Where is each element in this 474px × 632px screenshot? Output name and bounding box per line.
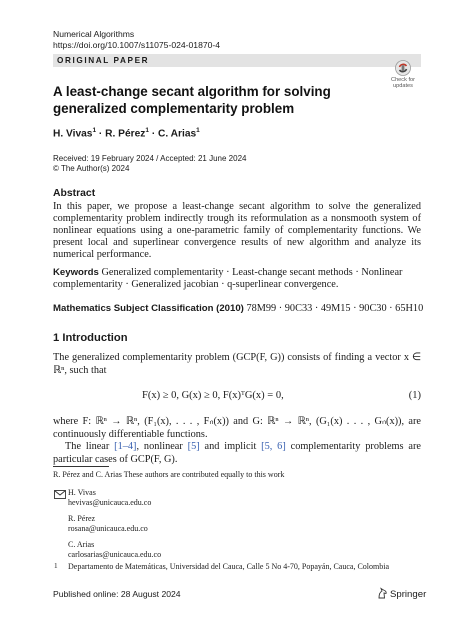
contribution-footnote: R. Pérez and C. Arias These authors are contributed equally to this work: [53, 470, 285, 479]
contact-email[interactable]: rosana@unicauca.edu.co: [68, 524, 148, 533]
contact-list: [68, 488, 161, 560]
keywords-label: Keywords: [53, 267, 99, 278]
check-updates-icon: [395, 60, 411, 76]
p3-text-c: and implicit: [199, 441, 262, 452]
contact-entry: [68, 514, 161, 534]
equation-number: (1): [408, 390, 421, 401]
check-for-updates-badge[interactable]: [385, 60, 421, 90]
contact-name: H. Vivas: [68, 488, 96, 497]
contact-entry: [68, 488, 161, 508]
msc-block: [53, 303, 433, 315]
abstract-text: In this paper, we propose a least-change secant algorithm to solve the generalized complementarity problem indirectly trough its reformulation as a nonsmooth system of nonlinear equations using a one-parametric family of complementarity functions. We present local and superlinear convergence results of new algorithm and analyze its numerical performance.: [53, 201, 421, 260]
received-accepted: Received: 19 February 2024 / Accepted: 21 June 2024: [53, 154, 247, 163]
citation-link[interactable]: [5]: [187, 441, 200, 452]
author-vivas[interactable]: H. Vivas: [53, 128, 93, 140]
doi-link[interactable]: https://doi.org/10.1007/s11075-024-01870-4: [53, 40, 221, 50]
introduction-heading: 1 Introduction: [53, 332, 128, 344]
publisher-name: Springer: [390, 589, 427, 600]
p3-text-d: complementarity problems are particular cases of GCP(F, G).: [53, 441, 421, 465]
intro-paragraph-3: [53, 441, 421, 466]
published-date: Published online: 28 August 2024: [53, 589, 181, 599]
copyright: © The Author(s) 2024: [53, 164, 130, 173]
article-type-bar: ORIGINAL PAPER: [53, 54, 421, 67]
contact-email[interactable]: hevivas@unicauca.edu.co: [68, 498, 152, 507]
citation-link[interactable]: [1–4]: [114, 441, 137, 452]
p3-text-b: , nonlinear: [136, 441, 188, 452]
journal-name: Numerical Algorithms: [53, 29, 135, 39]
affiliation-number: 1: [54, 562, 58, 570]
contact-entry: [68, 540, 161, 560]
author-separator: ·: [148, 128, 159, 140]
badge-label-line1: Check for: [391, 77, 415, 83]
equation-body: F(x) ≥ 0, G(x) ≥ 0, F(x)ᵀG(x) = 0,: [142, 390, 284, 401]
footnote-divider: [53, 466, 109, 467]
envelope-icon: [54, 490, 66, 499]
publisher-logo[interactable]: [376, 587, 426, 600]
msc-codes: 78M99 · 90C33 · 49M15 · 90C30 · 65H10: [246, 303, 424, 314]
article-dates: [53, 154, 246, 174]
springer-horse-icon: [376, 587, 388, 599]
keywords-text: Generalized complementarity · Least-change secant methods · Nonlinear complementarity · Generalized jacobian · q-superlinear convergence.: [53, 267, 403, 290]
intro-paragraph-2: where F: ℝⁿ → ℝⁿ, (F₁(x), . . . , Fₙ(x)) and G: ℝⁿ → ℝⁿ, (G₁(x) . . . , Gₙ(x)), are continuously differentiable functions.: [53, 416, 421, 440]
author-perez[interactable]: R. Pérez: [105, 128, 146, 140]
author-affil-sup: 1: [92, 127, 97, 134]
affiliation-text: Departamento de Matemáticas, Universidad del Cauca, Calle 5 No 4-70, Popayán, Cauca, Colombia: [68, 562, 390, 571]
journal-header: [53, 29, 220, 51]
author-list: [53, 127, 200, 139]
author-separator: ·: [96, 128, 106, 140]
p3-text-a: The linear: [65, 441, 115, 452]
badge-label-line2: updates: [393, 83, 413, 89]
keywords-block: [53, 267, 421, 291]
abstract-heading: Abstract: [53, 188, 96, 199]
author-arias[interactable]: C. Arias: [158, 128, 197, 140]
contact-email[interactable]: carlosarias@unicauca.edu.co: [68, 550, 162, 559]
contact-name: C. Arias: [68, 540, 95, 549]
paper-title: A least-change secant algorithm for solving generalized complementarity problem: [53, 84, 331, 116]
author-affil-sup: 1: [145, 127, 149, 134]
citation-link[interactable]: [5, 6]: [261, 441, 286, 452]
contact-name: R. Pérez: [68, 514, 96, 523]
msc-label: Mathematics Subject Classification (2010): [53, 303, 244, 314]
author-affil-sup: 1: [196, 127, 200, 134]
intro-paragraph-1: The generalized complementarity problem (GCP(F, G)) consists of finding a vector x ∈ ℝⁿ, such that: [53, 352, 421, 376]
